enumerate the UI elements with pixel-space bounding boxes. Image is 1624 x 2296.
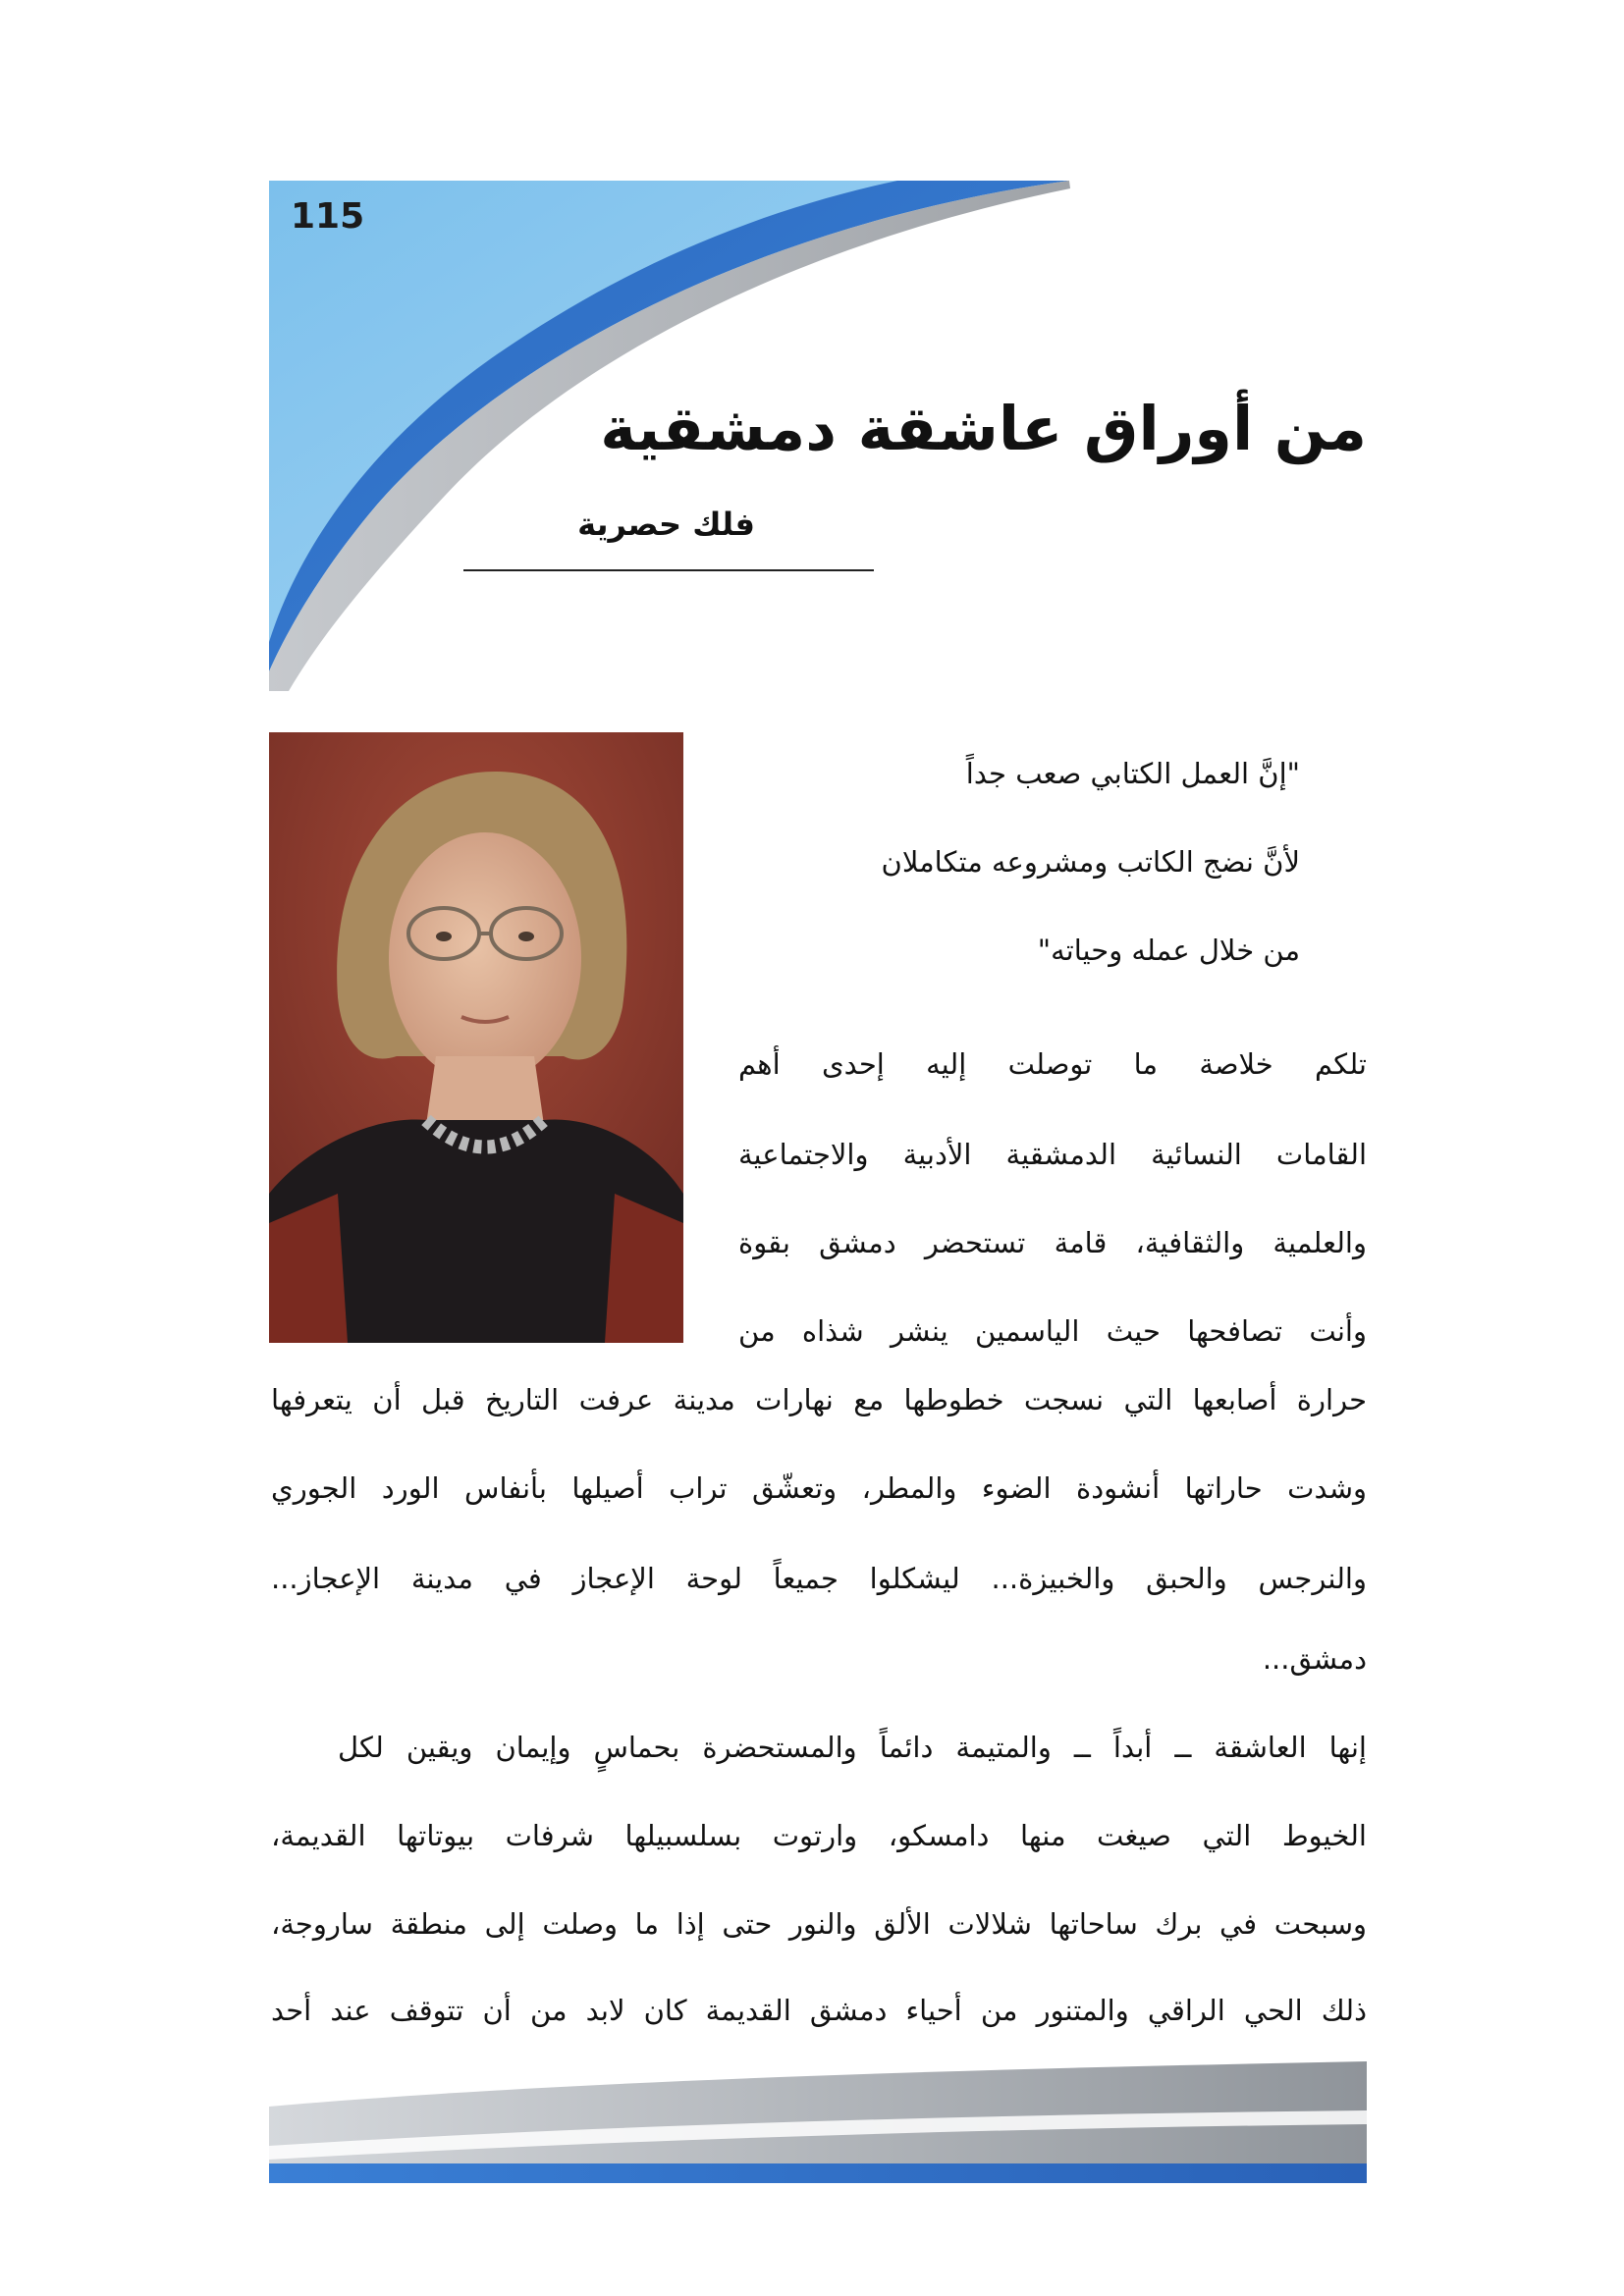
paragraph1-line-3: والنرجس والحبق والخبيزة... ليشكلوا جميعاً لوحة الإعجاز في مدينة الإعجاز...	[271, 1562, 1367, 1595]
page-number: 115	[291, 196, 365, 237]
wrap-line-2: القامات النسائية الدمشقية الأدبية والاجتماعية	[738, 1138, 1367, 1171]
paragraph1-line-2: وشدت حاراتها أنشودة الضوء والمطر، وتعشّق تراب أصيلها بأنفاس الورد الجوري	[271, 1471, 1367, 1505]
quote-line-3: من خلال عمله وحياته"	[1037, 934, 1300, 967]
footer-decoration	[269, 2061, 1367, 2183]
wrap-line-4: وأنت تصافحها حيث الياسمين ينشر شذاه من	[738, 1314, 1367, 1348]
paragraph1-line-1: حرارة أصابعها التي نسجت خطوطها مع نهارات مدينة عرفت التاريخ قبل أن يتعرفها	[271, 1383, 1367, 1416]
paragraph2-line-4: ذلك الحي الراقي والمتنور من أحياء دمشق القديمة كان لابد من أن تتوقف عند أحد	[271, 1994, 1367, 2027]
paragraph2-line-2: الخيوط التي صيغت منها دامسكو، وارتوت بسلسبيلها شرفات بيوتاتها القديمة،	[271, 1819, 1367, 1852]
quote-line-2: لأنَّ نضج الكاتب ومشروعه متكاملان	[881, 845, 1300, 879]
paragraph2-line-3: وسبحت في برك ساحاتها شلالات الألق والنور حتى إذا ما وصلت إلى منطقة ساروجة،	[271, 1907, 1367, 1941]
wrap-line-3: والعلمية والثقافية، قامة تستحضر دمشق بقوة	[738, 1226, 1367, 1259]
author-portrait-photo	[269, 732, 683, 1343]
article-title: من أوراق عاشقة دمشقية	[600, 393, 1367, 464]
paragraph1-line-4: دمشق...	[1262, 1642, 1367, 1676]
wrap-line-1: تلكم خلاصة ما توصلت إليه إحدى أهم	[738, 1047, 1367, 1081]
footer-blue-band	[269, 2163, 1367, 2183]
quote-line-1: "إنَّ العمل الكتابي صعب جداً	[965, 757, 1300, 790]
author-name: فلك حصرية	[577, 506, 755, 543]
author-underline	[463, 569, 874, 571]
paragraph2-line-1: إنها العاشقة ــ أبداً ــ والمتيمة دائماً والمستحضرة بحماسٍ وإيمان ويقين لكل	[338, 1731, 1367, 1764]
